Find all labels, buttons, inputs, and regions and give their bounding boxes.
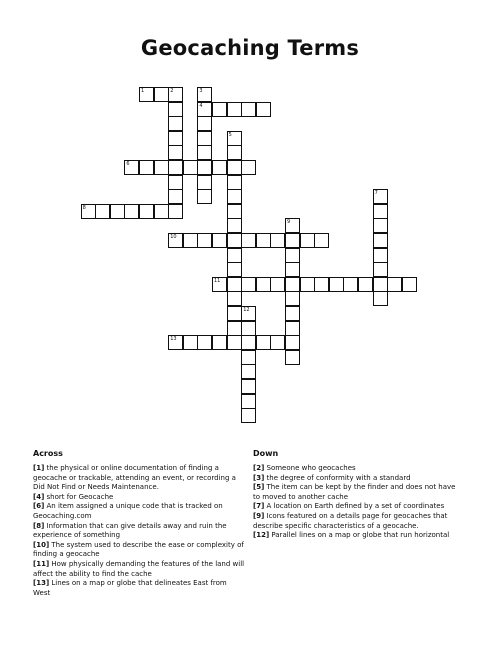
clue-number: [6] [33, 502, 45, 511]
grid-cell[interactable] [168, 175, 183, 190]
grid-cell[interactable] [227, 321, 242, 336]
clue-number: [9] [253, 511, 265, 520]
clue-text: The system used to describe the ease or complexity of finding a geocache [33, 540, 244, 559]
cell-number: 4 [199, 102, 203, 109]
grid-cell[interactable] [256, 335, 271, 350]
down-clue [253, 474, 463, 484]
grid-cell[interactable] [241, 379, 256, 394]
grid-cell[interactable] [270, 277, 285, 292]
grid-cell[interactable] [373, 291, 388, 306]
grid-cell[interactable] [270, 233, 285, 248]
down-clue [253, 531, 463, 541]
grid-cell[interactable] [168, 131, 183, 146]
grid-cell[interactable] [373, 277, 388, 292]
grid-cell[interactable] [256, 102, 271, 117]
grid-cell[interactable] [197, 233, 212, 248]
grid-cell[interactable] [95, 204, 110, 219]
grid-cell[interactable] [227, 131, 242, 146]
grid-cell[interactable] [227, 102, 242, 117]
grid-cell[interactable] [241, 394, 256, 409]
clue-number: [7] [253, 502, 265, 511]
cell-number: 5 [228, 131, 232, 138]
clue-text: Lines on a map or globe that delineates East from West [33, 579, 227, 597]
grid-cell[interactable] [241, 350, 256, 365]
clue-text: An item assigned a unique code that is tracked on Geocaching.com [33, 502, 223, 520]
down-heading: Down [253, 449, 279, 458]
grid-cell[interactable] [285, 321, 300, 336]
clue-text: A location on Earth defined by a set of coordinates [264, 502, 445, 511]
grid-cell[interactable] [285, 306, 300, 321]
grid-cell[interactable] [212, 335, 227, 350]
grid-cell[interactable] [168, 160, 183, 175]
grid-cell[interactable] [183, 233, 198, 248]
grid-cell[interactable] [343, 277, 358, 292]
grid-cell[interactable] [227, 189, 242, 204]
cell-number: 2 [170, 88, 174, 94]
grid-cell[interactable] [373, 262, 388, 277]
down-clue-list [253, 464, 463, 541]
grid-cell[interactable] [124, 204, 139, 219]
across-clue [33, 493, 245, 503]
grid-cell[interactable] [285, 248, 300, 263]
grid-cell[interactable] [183, 335, 198, 350]
grid-cell[interactable] [227, 175, 242, 190]
grid-cell[interactable] [227, 145, 242, 160]
grid-cell[interactable] [241, 321, 256, 336]
clue-text: the physical or online documentation of finding a geocache or trackable, attending an event, or recording a Did Not Find or Needs Maintenance. [33, 464, 236, 492]
grid-cell[interactable] [139, 204, 154, 219]
grid-cell[interactable] [168, 102, 183, 117]
grid-cell[interactable] [197, 189, 212, 204]
across-clue [33, 541, 245, 560]
clue-number: [10] [33, 540, 50, 549]
grid-cell[interactable] [314, 233, 329, 248]
cell-number: 1 [141, 88, 145, 94]
grid-cell[interactable] [241, 408, 256, 423]
page-title: Geocaching Terms [140, 36, 360, 60]
grid-cell[interactable] [285, 218, 300, 233]
grid-cell[interactable] [197, 87, 212, 102]
grid-cell[interactable] [81, 204, 96, 219]
across-clues [33, 449, 245, 598]
cell-number: 9 [287, 219, 291, 226]
clue-number: [5] [253, 483, 265, 492]
grid-cell[interactable] [139, 87, 154, 102]
across-clue [33, 560, 245, 579]
grid-cell[interactable] [270, 335, 285, 350]
across-clue-list [33, 464, 245, 598]
cell-number: 7 [374, 190, 378, 197]
down-clues [253, 449, 463, 541]
grid-cell[interactable] [227, 335, 242, 350]
grid-cell[interactable] [168, 116, 183, 131]
grid-cell[interactable] [373, 189, 388, 204]
clue-number: [4] [33, 492, 45, 501]
grid-cell[interactable] [358, 277, 373, 292]
grid-cell[interactable] [154, 160, 169, 175]
clue-text: Icons featured on a details page for geocaches that describe specific characteristics of a geocache. [253, 511, 448, 530]
cell-number: 10 [170, 234, 177, 240]
grid-cell[interactable] [197, 175, 212, 190]
down-clue [253, 502, 463, 512]
grid-cell[interactable] [212, 277, 227, 292]
grid-cell[interactable] [241, 364, 256, 379]
cell-number: 3 [199, 88, 203, 94]
across-clue [33, 579, 245, 598]
clue-text: How physically demanding the features of the land will affect the ability to find the cache [33, 559, 245, 578]
clue-number: [8] [33, 521, 45, 530]
grid-cell[interactable] [256, 277, 271, 292]
grid-cell[interactable] [227, 204, 242, 219]
clue-number: [1] [33, 464, 45, 472]
grid-cell[interactable] [110, 204, 125, 219]
clue-text: the degree of conformity with a standard [264, 473, 411, 482]
grid-cell[interactable] [241, 233, 256, 248]
grid-cell[interactable] [212, 160, 227, 175]
grid-cell[interactable] [168, 335, 183, 350]
grid-cell[interactable] [314, 277, 329, 292]
grid-cell[interactable] [197, 102, 212, 117]
clue-number: [13] [33, 579, 50, 588]
clue-text: Information that can give details away and ruin the experience of something [33, 521, 227, 540]
down-clue [253, 464, 463, 474]
cell-number: 13 [170, 336, 177, 343]
grid-cell[interactable] [285, 291, 300, 306]
grid-cell[interactable] [227, 160, 242, 175]
across-clue [33, 522, 245, 541]
grid-cell[interactable] [373, 233, 388, 248]
grid-cell[interactable] [197, 116, 212, 131]
grid-cell[interactable] [212, 102, 227, 117]
clue-number: [2] [253, 464, 265, 472]
across-clue [33, 502, 245, 521]
across-heading: Across [33, 449, 63, 458]
grid-cell[interactable] [300, 233, 315, 248]
clue-number: [11] [33, 559, 50, 568]
grid-cell[interactable] [139, 160, 154, 175]
grid-cell[interactable] [241, 335, 256, 350]
grid-cell[interactable] [241, 277, 256, 292]
grid-cell[interactable] [212, 233, 227, 248]
grid-cell[interactable] [154, 204, 169, 219]
clue-text: The item can be kept by the finder and does not have to moved to another cache [253, 483, 456, 501]
grid-cell[interactable] [197, 160, 212, 175]
cell-number: 11 [214, 277, 221, 284]
down-clue [253, 483, 463, 502]
grid-cell[interactable] [227, 262, 242, 277]
grid-cell[interactable] [227, 233, 242, 248]
across-clue [33, 464, 245, 493]
grid-cell[interactable] [285, 335, 300, 350]
grid-cell[interactable] [373, 248, 388, 263]
cell-number: 12 [243, 307, 250, 313]
grid-cell[interactable] [183, 160, 198, 175]
grid-cell[interactable] [227, 248, 242, 263]
grid-cell[interactable] [227, 306, 242, 321]
grid-cell[interactable] [227, 277, 242, 292]
clue-text: Someone who geocaches [264, 464, 356, 472]
grid-cell[interactable] [241, 160, 256, 175]
grid-cell[interactable] [124, 160, 139, 175]
grid-cell[interactable] [285, 277, 300, 292]
grid-cell[interactable] [402, 277, 417, 292]
grid-cell[interactable] [168, 145, 183, 160]
grid-cell[interactable] [285, 350, 300, 365]
grid-cell[interactable] [168, 204, 183, 219]
grid-cell[interactable] [256, 233, 271, 248]
grid-cell[interactable] [285, 262, 300, 277]
grid-cell[interactable] [241, 102, 256, 117]
grid-cell[interactable] [227, 218, 242, 233]
grid-cell[interactable] [241, 306, 256, 321]
grid-cell[interactable] [168, 87, 183, 102]
grid-cell[interactable] [227, 291, 242, 306]
grid-cell[interactable] [168, 233, 183, 248]
grid-cell[interactable] [300, 277, 315, 292]
cell-number: 6 [126, 161, 130, 167]
clue-text: Parallel lines on a map or globe that run horizontal [269, 531, 450, 540]
down-clue [253, 512, 463, 531]
grid-cell[interactable] [154, 87, 169, 102]
grid-cell[interactable] [197, 145, 212, 160]
grid-cell[interactable] [373, 204, 388, 219]
grid-cell[interactable] [285, 233, 300, 248]
clue-text: short for Geocache [44, 492, 114, 501]
cell-number: 8 [82, 204, 86, 211]
grid-cell[interactable] [373, 218, 388, 233]
grid-cell[interactable] [197, 335, 212, 350]
grid-cell[interactable] [197, 131, 212, 146]
clue-number: [3] [253, 473, 265, 482]
grid-cell[interactable] [329, 277, 344, 292]
grid-cell[interactable] [387, 277, 402, 292]
clue-number: [12] [253, 531, 270, 540]
grid-cell[interactable] [168, 189, 183, 204]
